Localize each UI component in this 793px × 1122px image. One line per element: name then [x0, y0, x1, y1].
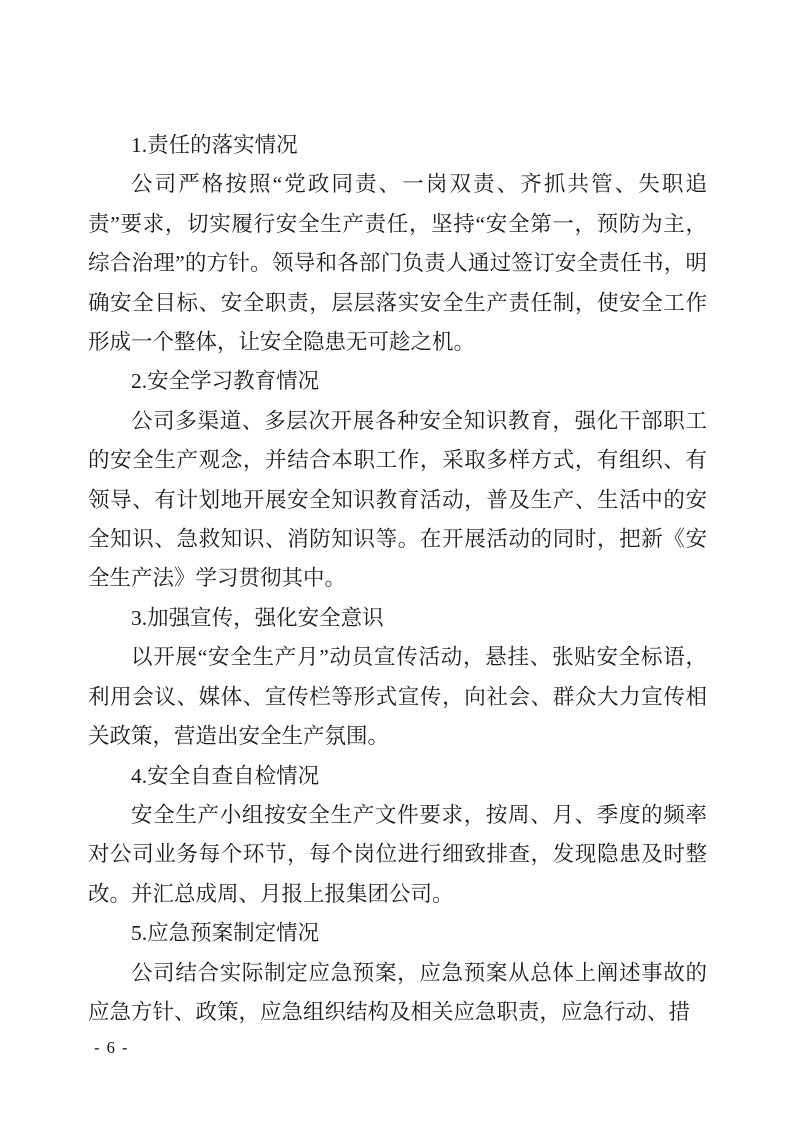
- section-1-heading: 1.责任的落实情况: [131, 133, 298, 157]
- section-5-heading: 5.应急预案制定情况: [131, 921, 320, 946]
- page-number: - 6 -: [94, 1038, 129, 1057]
- section-4-paragraph: 安全生产小组按安全生产文件要求，按周、月、季度的频率对公司业务每个环节，每个岗位进行细致排查，发现隐患及时整改。并汇总成周、月报上报集团公司。: [88, 802, 707, 906]
- section-2-heading: 2.安全学习教育情况: [131, 369, 320, 394]
- document-body: [88, 126, 707, 1032]
- section-4-heading: 4.安全自查自检情况: [131, 763, 320, 788]
- section-3-heading: 3.加强宣传，强化安全意识: [131, 605, 384, 630]
- section-1-paragraph: 公司严格按照“党政同责、一岗双责、齐抓共管、失职追责”要求，切实履行安全生产责任，坚持“安全第一，预防为主，综合治理”的方针。领导和各部门负责人通过签订安全责任书，明确安全目标、安全职责，层层落实安全生产责任制，使安全工作形成一个整体，让安全隐患无可趁之机。: [88, 172, 707, 355]
- section-5-paragraph: 公司结合实际制定应急预案，应急预案从总体上阐述事故的应急方针、政策，应急组织结构及相关应急职责，应急行动、措: [88, 960, 707, 1024]
- section-3-paragraph: 以开展“安全生产月”动员宣传活动，悬挂、张贴安全标语，利用会议、媒体、宣传栏等形式宣传，向社会、群众大力宣传相关政策，营造出安全生产氛围。: [88, 645, 707, 749]
- section-2-paragraph: 公司多渠道、多层次开展各种安全知识教育，强化干部职工的安全生产观念，并结合本职工作，采取多样方式，有组织、有领导、有计划地开展安全知识教育活动，普及生产、生活中的安全知识、急救知识、消防知识等。在开展活动的同时，把新《安全生产法》学习贯彻其中。: [88, 408, 707, 591]
